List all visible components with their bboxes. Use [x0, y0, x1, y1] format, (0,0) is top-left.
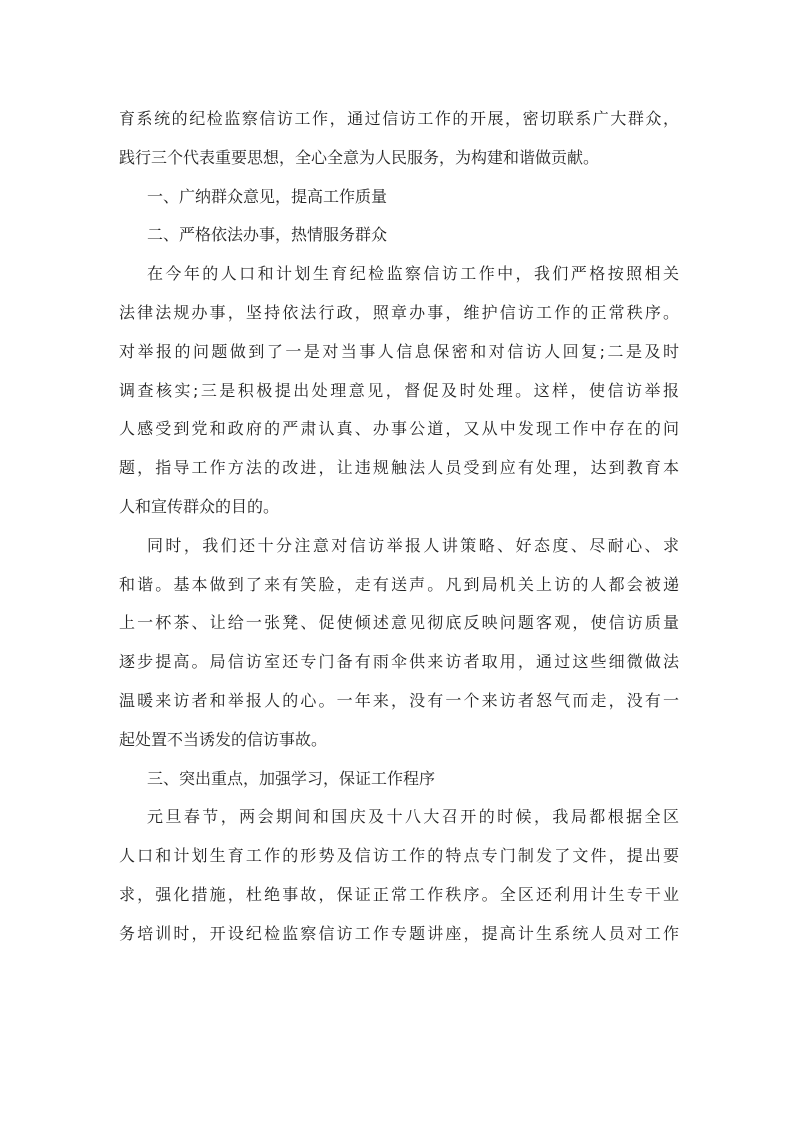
- document-body: [119, 100, 679, 954]
- paragraph-line: 调查核实;三是积极提出处理意见，督促及时处理。这样，使信访举报: [119, 380, 679, 400]
- paragraph-line: 题，指导工作方法的改进，让违规触法人员受到应有处理，达到教育本: [119, 458, 679, 478]
- paragraph-last-line: 人和宣传群众的目的。: [119, 496, 280, 516]
- paragraph-last-line: 起处置不当诱发的信访事故。: [119, 729, 328, 749]
- paragraph-line: 人口和计划生育工作的形势及信访工作的特点专门制发了文件，提出要: [119, 846, 679, 866]
- paragraph-last-line: 践行三个代表重要思想，全心全意为人民服务，为构建和谐做贡献。: [119, 147, 600, 167]
- paragraph-line: 育系统的纪检监察信访工作，通过信访工作的开展，密切联系广大群众，: [119, 109, 679, 128]
- paragraph-first-line: 同时，我们还十分注意对信访举报人讲策略、好态度、尽耐心、求: [147, 535, 679, 555]
- paragraph-line: 务培训时，开设纪检监察信访工作专题讲座，提高计生系统人员对工作: [119, 923, 679, 943]
- section-heading: 二、严格依法办事，热情服务群众: [147, 225, 388, 245]
- paragraph-line: 和谐。基本做到了来有笑脸，走有送声。凡到局机关上访的人都会被递: [119, 574, 679, 594]
- section-heading: 一、广纳群众意见，提高工作质量: [147, 186, 388, 206]
- section-heading: 三、突出重点，加强学习，保证工作程序: [147, 768, 436, 788]
- paragraph-line: 逐步提高。局信访室还专门备有雨伞供来访者取用，通过这些细微做法: [119, 652, 679, 672]
- paragraph-line: 温暖来访者和举报人的心。一年来，没有一个来访者怒气而走，没有一: [119, 690, 679, 710]
- paragraph-line: 人感受到党和政府的严肃认真、办事公道，又从中发现工作中存在的问: [119, 419, 679, 439]
- paragraph-line: 法律法规办事，坚持依法行政，照章办事，维护信访工作的正常秩序。: [119, 302, 679, 322]
- paragraph-line: 上一杯茶、让给一张凳、促使倾述意见彻底反映问题客观，使信访质量: [119, 613, 679, 633]
- paragraph-line: 求，强化措施，杜绝事故，保证正常工作秩序。全区还利用计生专干业: [119, 884, 679, 904]
- paragraph-line: 对举报的问题做到了一是对当事人信息保密和对信访人回复;二是及时: [119, 341, 679, 361]
- paragraph-first-line: 元旦春节，两会期间和国庆及十八大召开的时候，我局都根据全区: [147, 807, 679, 827]
- paragraph-first-line: 在今年的人口和计划生育纪检监察信访工作中，我们严格按照相关: [147, 264, 679, 284]
